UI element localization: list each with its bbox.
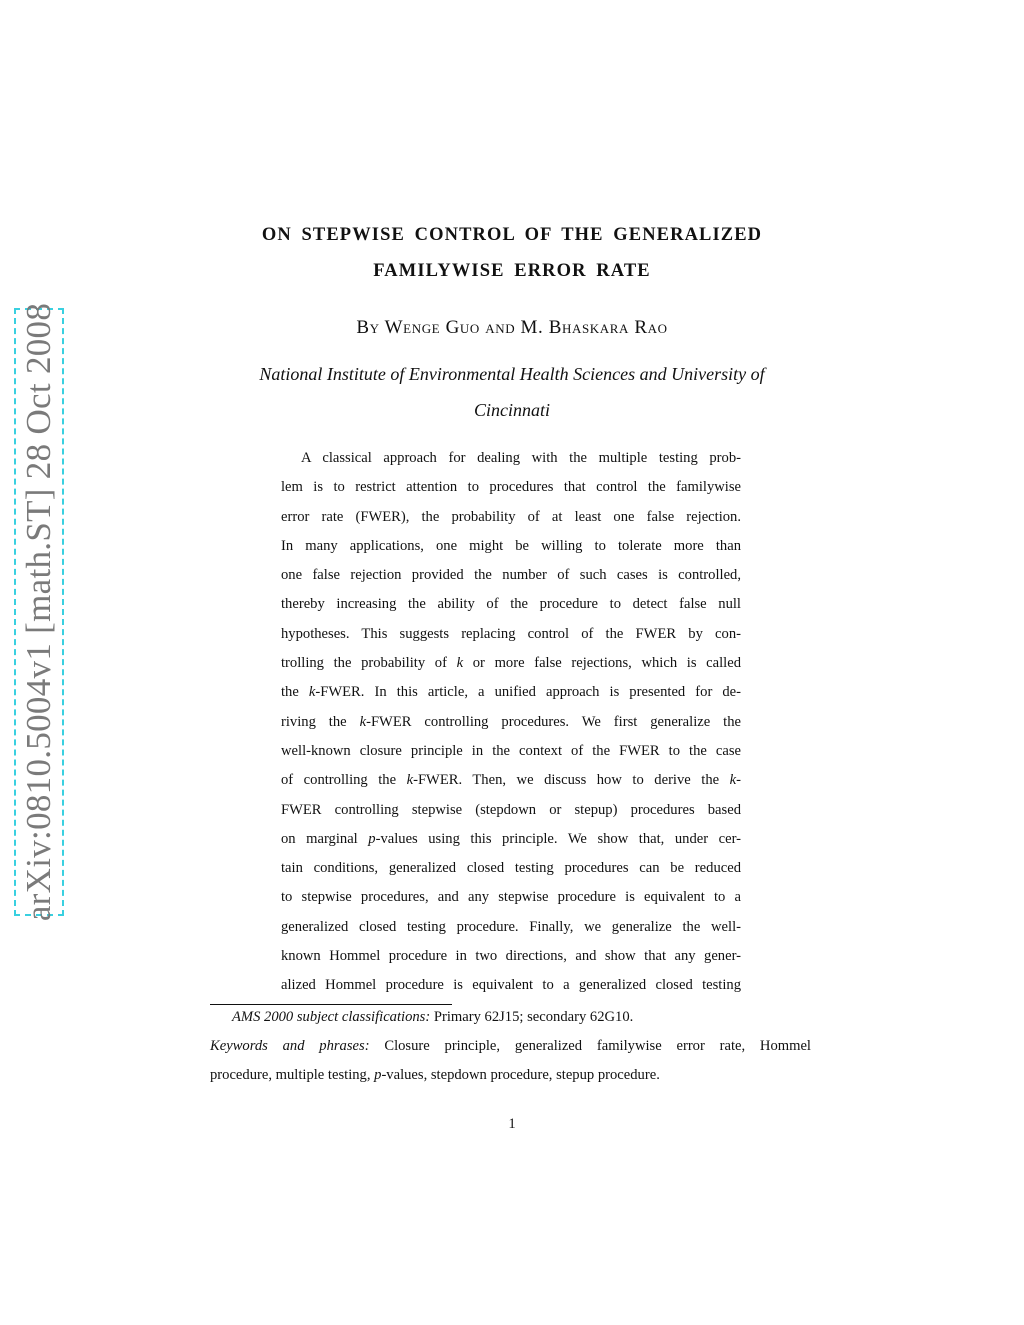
paper-title-line-1: ON STEPWISE CONTROL OF THE GENERALIZED xyxy=(261,225,763,245)
abstract-line: on marginal p-values using this principle. We show that, under cer- xyxy=(281,830,741,847)
abstract-line: lem is to restrict attention to procedures that control the familywise xyxy=(281,479,741,496)
abstract-line: riving the k-FWER controlling procedures. We first generalize the xyxy=(281,713,741,730)
abstract-line: thereby increasing the ability of the procedure to detect false null xyxy=(281,596,741,613)
abstract-line: FWER controlling stepwise (stepdown or stepup) procedures based xyxy=(281,801,741,818)
abstract-line: A classical approach for dealing with the multiple testing prob- xyxy=(301,450,741,466)
footnote-ams-text: Primary 62J15; secondary 62G10. xyxy=(430,1009,634,1025)
abstract-line: hypotheses. This suggests replacing control of the FWER by con- xyxy=(281,625,741,642)
abstract-line: In many applications, one might be willing to tolerate more than xyxy=(281,537,741,554)
abstract-line: known Hommel procedure in two directions, and show that any gener- xyxy=(281,948,741,965)
footnote-keywords-line-2 xyxy=(210,1067,660,1084)
abstract-line: alized Hommel procedure is equivalent to a generalized closed testing xyxy=(281,977,741,994)
footnote-keywords-label: Keywords and phrases: xyxy=(210,1038,370,1054)
abstract-line: error rate (FWER), the probability of at least one false rejection. xyxy=(281,508,741,525)
abstract-line: well-known closure principle in the context of the FWER to the case xyxy=(281,742,741,759)
abstract-line: to stepwise procedures, and any stepwise procedure is equivalent to a xyxy=(281,889,741,906)
abstract-line: of controlling the k-FWER. Then, we discuss how to derive the k- xyxy=(281,772,741,789)
affiliation-line-1: National Institute of Environmental Health Sciences and University of xyxy=(259,364,765,384)
abstract-line: the k-FWER. In this article, a unified approach is presented for de- xyxy=(281,684,741,701)
abstract-line: tain conditions, generalized closed testing procedures can be reduced xyxy=(281,860,741,877)
arxiv-stamp-text: arXiv:0810.5004v1 [math.ST] 28 Oct 2008 xyxy=(19,302,58,922)
abstract-line: generalized closed testing procedure. Finally, we generalize the well- xyxy=(281,918,741,935)
footnote-keywords-line-1 xyxy=(210,1038,811,1055)
abstract-line: trolling the probability of k or more false rejections, which is called xyxy=(281,655,741,672)
abstract xyxy=(281,447,741,1004)
abstract-line: one false rejection provided the number of such cases is controlled, xyxy=(281,567,741,584)
paper-title-line-2: FAMILYWISE ERROR RATE xyxy=(373,261,651,281)
footnote-keywords-text-2: procedure, multiple testing, p-values, stepdown procedure, stepup procedure. xyxy=(210,1067,660,1083)
paper-authors: By Wenge Guo and M. Bhaskara Rao xyxy=(356,317,668,338)
footnote-ams xyxy=(232,1009,633,1026)
footnote-rule xyxy=(210,1004,452,1005)
footnote-ams-label: AMS 2000 subject classifications: xyxy=(232,1009,431,1025)
affiliation-line-2: Cincinnati xyxy=(474,400,550,420)
page-number: 1 xyxy=(508,1116,516,1132)
footnote-keywords-text-1: Closure principle, generalized familywise error rate, Hommel xyxy=(369,1038,811,1054)
